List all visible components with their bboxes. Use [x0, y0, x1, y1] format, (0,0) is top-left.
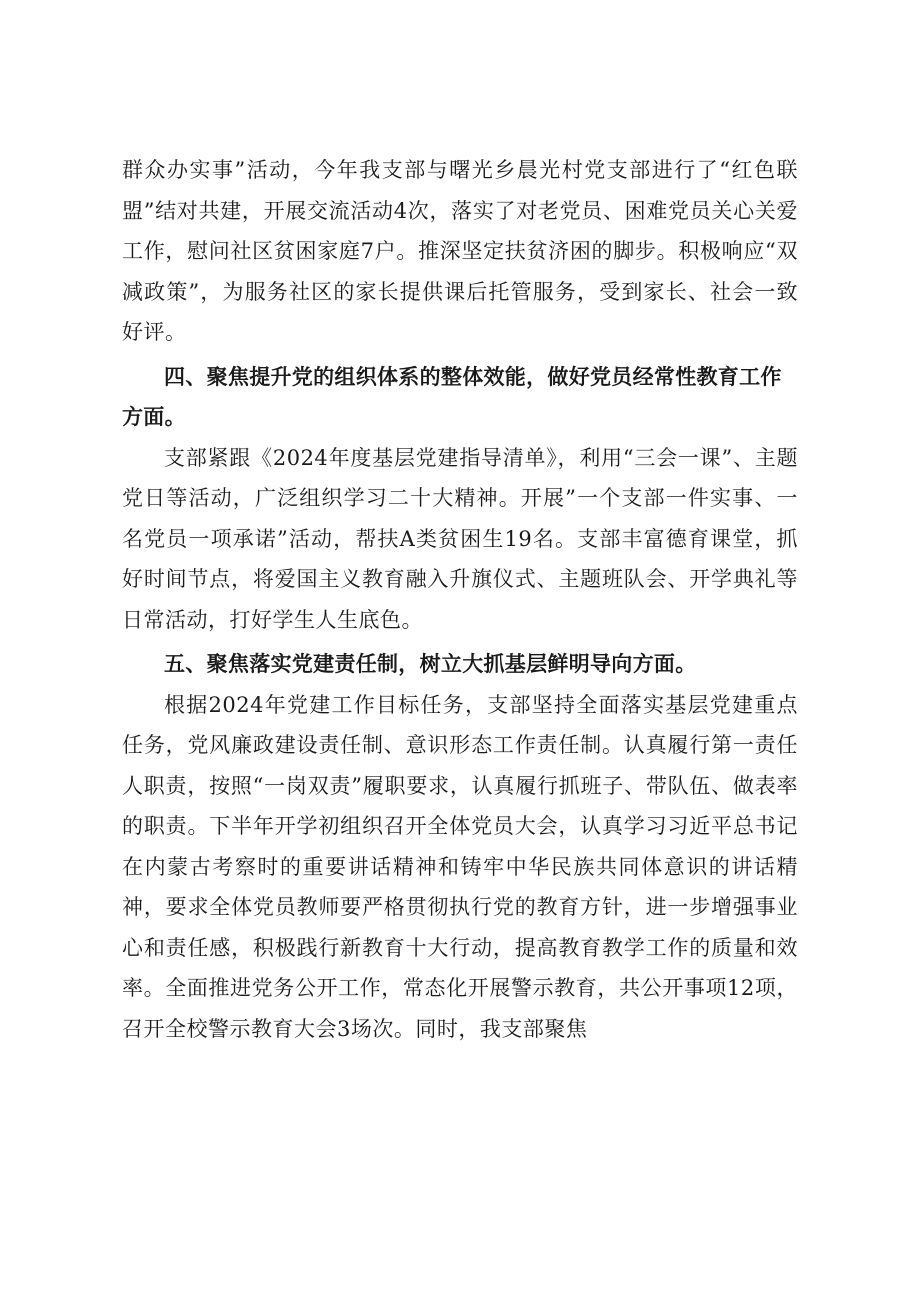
section-heading-five: 五、聚焦落实党建责任制，树立大抓基层鲜明导向方面。	[164, 652, 697, 676]
paragraph-section-five: 根据2024年党建工作目标任务，支部坚持全面落实基层党建重点任务，党风廉政建设责任制、意识形态工作责任制。认真履行第一责任人职责，按照“一岗双责”履职要求，认真履行抓班子、带队伍、做表率的职责。下半年开学初组织召开全体党员大会，认真学习习近平总书记在内蒙古考察时的重要讲话精神和铸牢中华民族共同体意识的讲话精神，要求全体党员教师要严格贯彻执行党的教育方针，进一步增强事业心和责任感，积极践行新教育十大行动，提高教育教学工作的质量和效率。全面推进党务公开工作，常态化开展警示教育，共公开事项12项，召开全校警示教育大会3场次。同时，我支部聚焦	[122, 692, 798, 1041]
document-body	[122, 150, 798, 1049]
paragraph-continuation: 群众办实事”活动，今年我支部与曙光乡晨光村党支部进行了“红色联盟”结对共建，开展交流活动4次，落实了对老党员、困难党员关心关爱工作，慰问社区贫困家庭7户。推深坚定扶贫济困的脚步。积极响应“双减政策”，为服务社区的家长提供课后托管服务，受到家长、社会一致好评。	[122, 158, 798, 344]
section-heading-four: 四、聚焦提升党的组织体系的整体效能，做好党员经常性教育工作方面。	[122, 364, 782, 429]
paragraph-section-four: 支部紧跟《2024年度基层党建指导清单》，利用“三会一课”、主题党日等活动，广泛组织学习二十大精神。开展”一个支部一件实事、一名党员一项承诺”活动，帮扶A类贫困生19名。支部丰富德育课堂，抓好时间节点，将爱国主义教育融入升旗仪式、主题班队会、开学典礼等日常活动，打好学生人生底色。	[122, 445, 798, 632]
